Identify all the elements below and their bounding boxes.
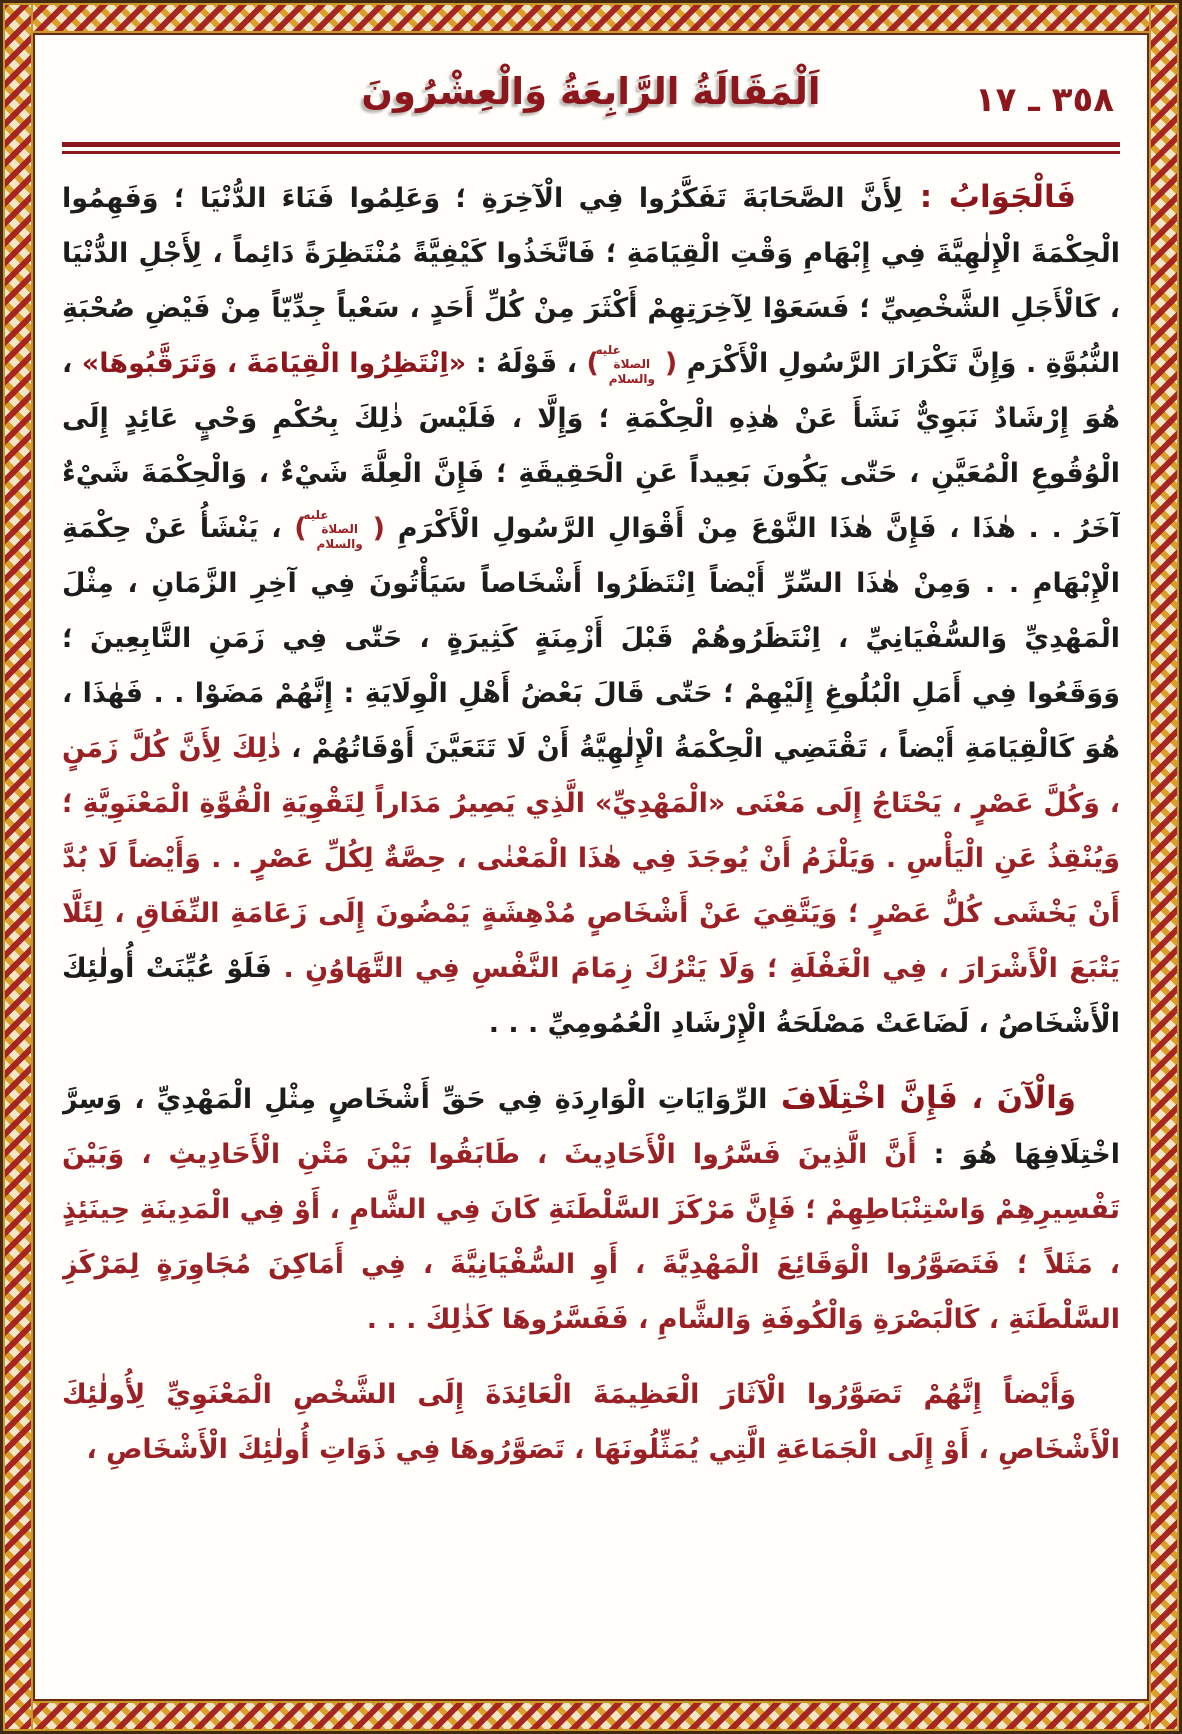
ornate-border-bottom bbox=[3, 1701, 1179, 1731]
page-number: ٣٥٨ ـ ١٧ bbox=[974, 80, 1114, 120]
text-segment: «اِنْتَظِرُوا الْقِيَامَةَ ، وَتَرَقَّبُوهَا» bbox=[81, 348, 467, 379]
paragraph bbox=[62, 1367, 1120, 1477]
paragraph bbox=[62, 1071, 1120, 1347]
text-segment: وَالْآنَ ، فَإِنَّ اخْتِلَافَ bbox=[767, 1080, 1077, 1116]
text-segment: لِأَنَّ الصَّحَابَةَ تَفَكَّرُوا فِي الْآخِرَةِ ؛ وَعَلِمُوا فَنَاءَ الدُّنْيَا ؛ وَفَهِمُوا الْحِكْمَةَ الْإِلٰهِيَّةَ فِي إِبْهَامِ وَقْتِ الْقِيَامَةِ ؛ فَاتَّخَذُوا كَيْفِيَّةً مُنْتَظِرَةً دَائِماً ، لِأَجْلِ الدُّنْيَا ، كَالْأَجَلِ الشَّخْصِيِّ ؛ فَسَعَوْا لِآخِرَتِهِمْ أَكْثَرَ مِنْ كُلِّ أَحَدٍ ، سَعْياً جِدِّيّاً مِنْ فَيْضِ صُحْبَةِ النُّبُوَّةِ . وَإِنَّ تَكْرَارَ الرَّسُولِ الْأَكْرَمِ bbox=[62, 183, 1120, 379]
text-segment: فَالْجَوَابُ : bbox=[902, 179, 1076, 215]
text-segment: ، هُوَ إِرْشَادٌ نَبَوِيٌّ نَشَأَ عَنْ هٰذِهِ الْحِكْمَةِ ؛ وَإِلَّا ، فَلَيْسَ ذٰلِكَ بِحُكْمِ وَحْيٍ عَائِدٍ إِلَى الْوُقُوعِ الْمُعَيَّنِ ، حَتّٰى يَكُونَ بَعِيداً عَنِ الْحَقِيقَةِ ؛ فَإِنَّ الْعِلَّةَ شَيْءٌ ، وَالْحِكْمَةَ شَيْءٌ آخَرُ . . هٰذَا ، فَإِنَّ هٰذَا النَّوْعَ مِنْ أَقْوَالِ الرَّسُولِ الْأَكْرَمِ bbox=[62, 348, 1120, 544]
ornate-border-left bbox=[3, 3, 33, 1731]
header-rule-thick bbox=[62, 142, 1120, 147]
header-rule-thin bbox=[62, 151, 1120, 154]
page-header bbox=[62, 70, 1120, 134]
text-segment: أَنَّ الَّذِينَ فَسَّرُوا الْأَحَادِيثَ ، طَابَقُوا بَيْنَ مَتْنِ الْأَحَادِيثِ ، وَبَيْنَ تَفْسِيرِهِمْ وَاسْتِنْبَاطِهِمْ ؛ فَإِنَّ مَرْكَزَ السَّلْطَنَةِ كَانَ فِي الشَّامِ ، أَوْ فِي الْمَدِينَةِ حِينَئِذٍ ، مَثَلاً ؛ فَتَصَوَّرُوا الْوَقَائِعَ الْمَهْدِيَّةَ ، أَوِ السُّفْيَانِيَّةَ ، فِي أَمَاكِنَ مُجَاوِرَةٍ لِمَرْكَزِ السَّلْطَنَةِ ، كَالْبَصْرَةِ وَالْكُوفَةِ وَالشَّامِ ، فَفَسَّرُوهَا كَذٰلِكَ . . . bbox=[62, 1139, 1120, 1335]
page-title: اَلْمَقَالَةُ الرَّابِعَةُ وَالْعِشْرُونَ bbox=[361, 70, 821, 113]
header-rule bbox=[62, 142, 1120, 154]
text-segment: الرِّوَايَاتِ الْوَارِدَةِ فِي حَقِّ أَشْخَاصٍ مِثْلِ الْمَهْدِيِّ ، وَسِرَّ اخْتِلَافِهَا هُوَ : bbox=[62, 1084, 1120, 1170]
paragraph bbox=[62, 170, 1120, 1051]
text-segment: فَلَوْ عُيِّنَتْ أُولٰئِكَ الْأَشْخَاصُ ، لَضَاعَتْ مَصْلَحَةُ الْإِرْشَادِ الْعُمُومِيِّ . . . bbox=[62, 953, 1120, 1039]
text-segment: ، قَوْلَهُ : bbox=[466, 348, 587, 379]
body-text bbox=[62, 170, 1120, 1692]
honorific-symbol: (عليه الصلاة والسلام) bbox=[586, 342, 678, 386]
text-segment: ، يَنْشَأُ عَنْ حِكْمَةِ الْإِبْهَامِ . . وَمِنْ هٰذَا السِّرِّ أَيْضاً اِنْتَظَرُوا أَشْخَاصاً سَيَأْتُونَ فِي آخِرِ الزَّمَانِ ، مِثْلَ الْمَهْدِيِّ وَالسُّفْيَانِيِّ ، اِنْتَظَرُوهُمْ قَبْلَ أَزْمِنَةٍ كَثِيرَةٍ ، حَتّٰى فِي زَمَنِ التَّابِعِينَ ؛ وَوَقَعُوا فِي أَمَلِ الْبُلُوغِ إِلَيْهِمْ ؛ حَتّٰى قَالَ بَعْضُ أَهْلِ الْوِلَايَةِ : إِنَّهُمْ مَضَوْا . . فَهٰذَا ، هُوَ كَالْقِيَامَةِ أَيْضاً ، تَقْتَضِي الْحِكْمَةُ الْإِلٰهِيَّةُ أَنْ لَا تَتَعَيَّنَ أَوْقَاتُهُمْ ، bbox=[62, 513, 1120, 764]
ornate-border-top bbox=[3, 3, 1179, 33]
text-segment: ذٰلِكَ لِأَنَّ كُلَّ زَمَنٍ ، وَكُلَّ عَصْرٍ ، يَحْتَاجُ إِلَى مَعْنَى «الْمَهْدِيِّ» الَّذِي يَصِيرُ مَدَاراً لِتَقْوِيَةِ الْقُوَّةِ الْمَعْنَوِيَّةِ ؛ وَيُنْقِذُ عَنِ الْيَأْسِ . وَيَلْزَمُ أَنْ يُوجَدَ فِي هٰذَا الْمَعْنٰى ، حِصَّةٌ لِكُلِّ عَصْرٍ . . وَأَيْضاً لَا بُدَّ أَنْ يَخْشَى كُلُّ عَصْرٍ ؛ وَيَتَّقِيَ عَنْ أَشْخَاصٍ مُدْهِشَةٍ يَمْضُونَ إِلَى زَعَامَةِ النِّفَاقِ ، لِئَلَّا يَتْبَعَ الْأَشْرَارَ ، فِي الْغَفْلَةِ ؛ وَلَا يَتْرُكَ زِمَامَ النَّفْسِ فِي التَّهَاوُنِ . bbox=[62, 733, 1120, 984]
honorific-symbol: (عليه الصلاة والسلام) bbox=[294, 507, 385, 551]
text-segment: وَأَيْضاً إِنَّهُمْ تَصَوَّرُوا الْآثَارَ الْعَظِيمَةَ الْعَائِدَةَ إِلَى الشَّخْصِ الْمَعْنَوِيِّ لِأُولٰئِكَ الْأَشْخَاصِ ، أَوْ إِلَى الْجَمَاعَةِ الَّتِي يُمَثِّلُونَهَا ، تَصَوَّرُوهَا فِي ذَوَاتِ أُولٰئِكَ الْأَشْخَاصِ ، bbox=[62, 1379, 1120, 1465]
ornate-border-right bbox=[1149, 3, 1179, 1731]
